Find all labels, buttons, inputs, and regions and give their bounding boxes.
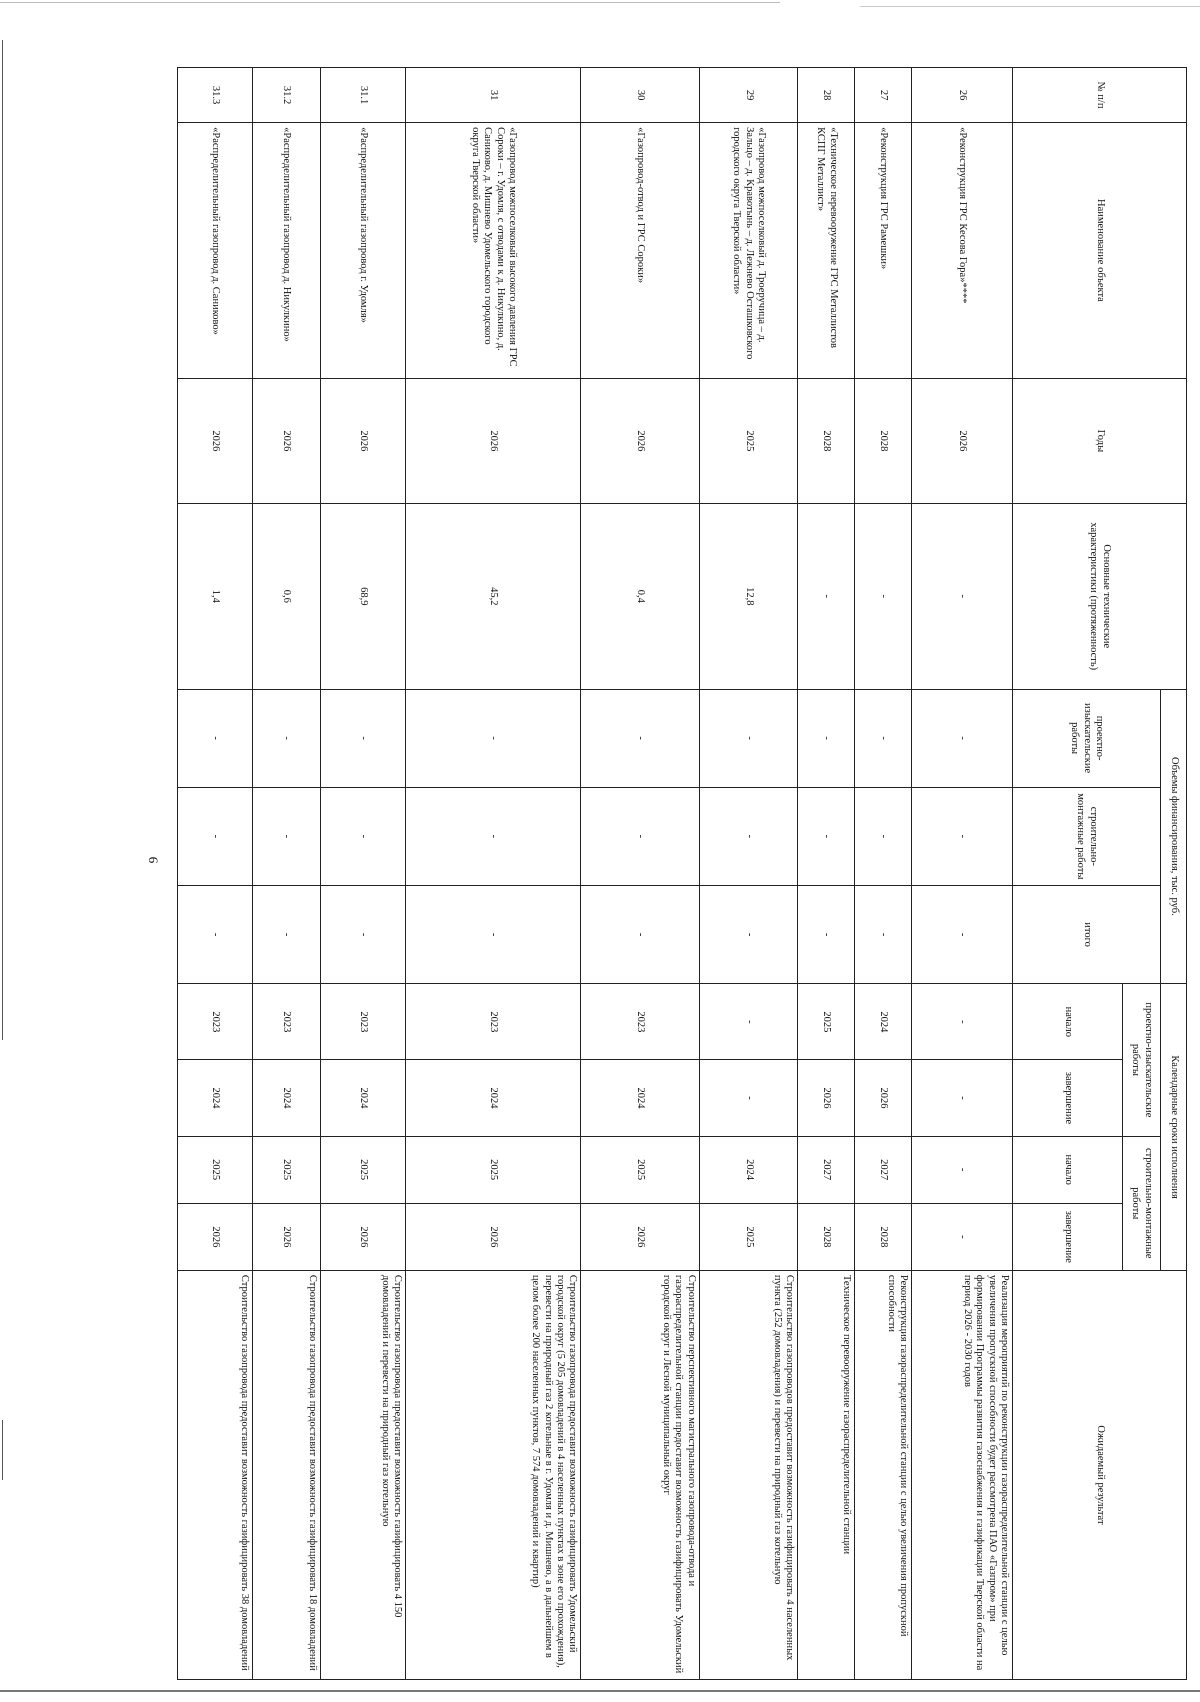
cell-constr-end: 2028 xyxy=(855,1203,912,1270)
cell-design-end: - xyxy=(912,1060,1013,1136)
rotated-table-wrapper xyxy=(177,67,1187,1680)
cell-result: Реализация мероприятий по реконструкции газораспределительной станции с целью увеличения пропускной способности будет рассмотрена ПАО «Газпром» при формировании Программы развития газоснабжения и газификации Тверской области на период 2026 - 2030 годов xyxy=(912,1270,1013,1679)
cell-name: «Техническое перевооружение ГРС Металлистов КСПГ Металлист» xyxy=(798,123,855,379)
cell-constr-end: - xyxy=(912,1203,1013,1270)
cell-tech: 68,9 xyxy=(320,504,405,689)
cell-constr-start: 2027 xyxy=(855,1136,912,1203)
table-row xyxy=(912,68,1013,1680)
cell-num: 28 xyxy=(798,68,855,123)
cell-num: 26 xyxy=(912,68,1013,123)
header-fin-construction: строительно-монтажные работы xyxy=(1013,787,1161,885)
cell-design-start: 2025 xyxy=(798,984,855,1060)
cell-constr-start: 2024 xyxy=(699,1136,798,1203)
cell-name: «Реконструкция ГРС Кесова Гора»**** xyxy=(912,123,1013,379)
cell-result: Реконструкция газораспределительной станции с целью увеличения пропускной способности xyxy=(855,1270,912,1679)
table-row xyxy=(178,68,253,1680)
cell-fin-total: - xyxy=(178,885,253,983)
scan-mark-left xyxy=(2,1420,3,1480)
cell-design-start: - xyxy=(912,984,1013,1060)
cell-fin-construction: - xyxy=(405,787,580,885)
header-fin-design: проектно-изыскательские работы xyxy=(1013,689,1161,787)
header-years: Годы xyxy=(1013,378,1187,503)
cell-result: Строительство газопровода предоставит возможность газифицировать Удомельский городской округ (5 205 домовладений в 4 населенных пунктах в зоне его прохождения), перевести на природный газ 2 котельные в г. Удомля и д. Мишнево, а в дальнейшем в целом более 200 населенных пунктов, 7 574 домовладений и квартир) xyxy=(405,1270,580,1679)
cell-fin-total: - xyxy=(252,885,320,983)
cell-fin-design: - xyxy=(252,689,320,787)
cell-fin-design: - xyxy=(320,689,405,787)
cell-constr-start: 2025 xyxy=(581,1136,699,1203)
cell-constr-end: 2025 xyxy=(699,1203,798,1270)
header-finance: Объемы финансирования, тыс. руб. xyxy=(1161,689,1187,984)
cell-tech: - xyxy=(912,504,1013,689)
cell-num: 31.2 xyxy=(252,68,320,123)
header-fin-total: итого xyxy=(1013,885,1161,983)
page-number: 9 xyxy=(145,856,161,864)
cell-fin-design: - xyxy=(855,689,912,787)
cell-fin-total: - xyxy=(855,885,912,983)
cell-fin-construction: - xyxy=(798,787,855,885)
cell-design-start: 2023 xyxy=(178,984,253,1060)
cell-constr-start: 2025 xyxy=(405,1136,580,1203)
cell-constr-end: 2026 xyxy=(252,1203,320,1270)
cell-fin-construction: - xyxy=(320,787,405,885)
cell-fin-design: - xyxy=(405,689,580,787)
cell-design-end: - xyxy=(699,1060,798,1136)
header-result: Ожидаемый результат xyxy=(1013,1270,1187,1679)
cell-fin-construction: - xyxy=(699,787,798,885)
cell-name: «Газопровод-отвод и ГРС Сороки» xyxy=(581,123,699,379)
cell-result: Строительство перспективного магистрального газопровода-отвода и газораспределительной станции предоставит возможность газифицировать Удомельский городской округ и Лесной муниципальный округ xyxy=(581,1270,699,1679)
header-tech: Основные технические характеристики (протяженность) xyxy=(1013,504,1187,689)
header-name: Наименование объекта xyxy=(1013,123,1187,379)
cell-design-end: 2024 xyxy=(405,1060,580,1136)
scan-edge-bottom xyxy=(0,1690,1200,1692)
table-row xyxy=(252,68,320,1680)
cell-name: «Распределительный газопровод д. Саниково» xyxy=(178,123,253,379)
cell-constr-start: 2025 xyxy=(252,1136,320,1203)
cell-design-start: 2023 xyxy=(320,984,405,1060)
cell-design-end: 2024 xyxy=(178,1060,253,1136)
table-row xyxy=(320,68,405,1680)
cell-design-end: 2024 xyxy=(581,1060,699,1136)
header-constr-end: завершение xyxy=(1013,1203,1123,1270)
cell-years: 2028 xyxy=(798,378,855,503)
cell-fin-design: - xyxy=(581,689,699,787)
cell-fin-total: - xyxy=(699,885,798,983)
cell-design-end: 2024 xyxy=(252,1060,320,1136)
cell-fin-total: - xyxy=(320,885,405,983)
cell-fin-construction: - xyxy=(581,787,699,885)
cell-constr-end: 2026 xyxy=(581,1203,699,1270)
cell-design-start: 2024 xyxy=(855,984,912,1060)
cell-name: «Газопровод межпоселковый высокого давления ГРС Сороки – г. Удомля, с отводами к д. Никулкино, д. Саниково, д. Мишнево Удомельского городского округа Тверской области» xyxy=(405,123,580,379)
cell-years: 2025 xyxy=(699,378,798,503)
cell-num: 27 xyxy=(855,68,912,123)
cell-fin-total: - xyxy=(912,885,1013,983)
header-num: № п/п xyxy=(1013,68,1187,123)
scan-edge-left xyxy=(2,40,3,1040)
cell-constr-end: 2026 xyxy=(405,1203,580,1270)
table-row xyxy=(855,68,912,1680)
cell-design-start: 2023 xyxy=(252,984,320,1060)
cell-num: 31.1 xyxy=(320,68,405,123)
table-row xyxy=(581,68,699,1680)
cell-fin-design: - xyxy=(912,689,1013,787)
cell-design-end: 2026 xyxy=(798,1060,855,1136)
cell-num: 31 xyxy=(405,68,580,123)
cell-fin-construction: - xyxy=(855,787,912,885)
cell-result: Строительство газопроводов предоставит возможность газифицировать 4 населенных пункта (252 домовладения) и перевести на природный газ котельную xyxy=(699,1270,798,1679)
cell-design-end: 2026 xyxy=(855,1060,912,1136)
header-sch-construction: строительно-монтажные работы xyxy=(1123,1136,1161,1270)
cell-num: 31.3 xyxy=(178,68,253,123)
cell-years: 2026 xyxy=(320,378,405,503)
cell-fin-construction: - xyxy=(252,787,320,885)
header-constr-start: начало xyxy=(1013,1136,1123,1203)
cell-constr-start: - xyxy=(912,1136,1013,1203)
cell-fin-total: - xyxy=(581,885,699,983)
cell-constr-end: 2026 xyxy=(320,1203,405,1270)
cell-years: 2026 xyxy=(912,378,1013,503)
cell-fin-total: - xyxy=(405,885,580,983)
table-row xyxy=(405,68,580,1680)
cell-years: 2026 xyxy=(178,378,253,503)
cell-name: «Реконструкция ГРС Рамешки» xyxy=(855,123,912,379)
cell-fin-design: - xyxy=(178,689,253,787)
scan-edge-top xyxy=(0,2,780,3)
cell-num: 30 xyxy=(581,68,699,123)
header-design-end: завершение xyxy=(1013,1060,1123,1136)
cell-constr-start: 2025 xyxy=(178,1136,253,1203)
cell-num: 29 xyxy=(699,68,798,123)
cell-name: «Газопровод межпоселковый д. Троеручица – д. Зальцо – д. Кравотынь – д. Лежнево Осташковского городского округа Тверской области» xyxy=(699,123,798,379)
cell-result: Техническое перевооружение газораспределительной станции xyxy=(798,1270,855,1679)
cell-years: 2026 xyxy=(581,378,699,503)
cell-tech: 1,4 xyxy=(178,504,253,689)
cell-fin-design: - xyxy=(699,689,798,787)
cell-tech: - xyxy=(798,504,855,689)
cell-name: «Распределительный газопровод д. Никулкино» xyxy=(252,123,320,379)
cell-tech: - xyxy=(855,504,912,689)
cell-design-start: 2023 xyxy=(581,984,699,1060)
header-schedule: Календарные сроки исполнения xyxy=(1161,984,1187,1271)
cell-design-start: 2023 xyxy=(405,984,580,1060)
cell-constr-end: 2026 xyxy=(178,1203,253,1270)
cell-result: Строительство газопровода предоставит возможность газифицировать 4 150 домовладений и перевести на природный газ котельную xyxy=(320,1270,405,1679)
cell-fin-construction: - xyxy=(178,787,253,885)
cell-result: Строительство газопровода предоставит возможность газифицировать 18 домовладений xyxy=(252,1270,320,1679)
cell-result: Строительство газопровода предоставит возможность газифицировать 38 домовладений xyxy=(178,1270,253,1679)
program-table xyxy=(177,67,1187,1680)
cell-years: 2026 xyxy=(405,378,580,503)
cell-tech: 45,2 xyxy=(405,504,580,689)
cell-design-start: - xyxy=(699,984,798,1060)
table-row xyxy=(699,68,798,1680)
cell-tech: 12,8 xyxy=(699,504,798,689)
cell-fin-construction: - xyxy=(912,787,1013,885)
header-sch-design: проектно-изыскательские работы xyxy=(1123,984,1161,1136)
scan-edge-top-right xyxy=(860,6,1200,7)
header-design-start: начало xyxy=(1013,984,1123,1060)
cell-tech: 0,4 xyxy=(581,504,699,689)
cell-name: «Распределительный газопровод г. Удомля» xyxy=(320,123,405,379)
cell-constr-start: 2025 xyxy=(320,1136,405,1203)
cell-fin-design: - xyxy=(798,689,855,787)
cell-fin-total: - xyxy=(798,885,855,983)
cell-tech: 0,6 xyxy=(252,504,320,689)
table-row xyxy=(798,68,855,1680)
cell-constr-start: 2027 xyxy=(798,1136,855,1203)
cell-constr-end: 2028 xyxy=(798,1203,855,1270)
cell-design-end: 2024 xyxy=(320,1060,405,1136)
cell-years: 2026 xyxy=(252,378,320,503)
cell-years: 2028 xyxy=(855,378,912,503)
